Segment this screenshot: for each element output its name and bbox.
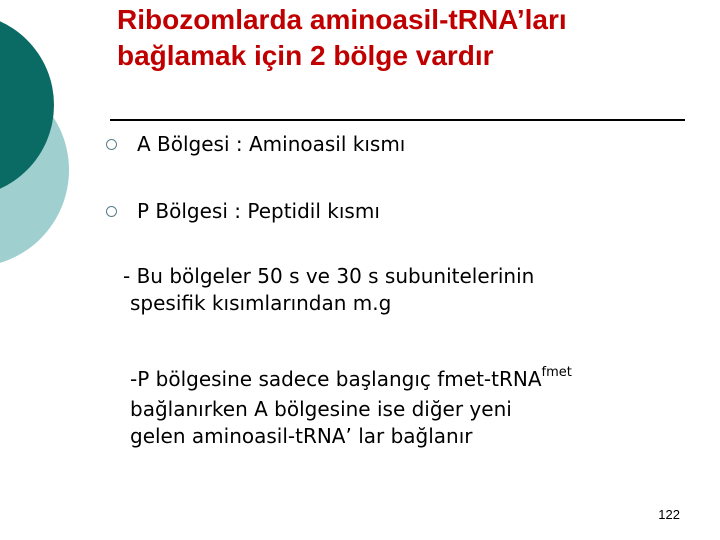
- bullet-text: P Bölgesi : Peptidil kısmı: [137, 199, 380, 223]
- decorative-circles: [0, 0, 80, 290]
- note-binding-line-1-text: -P bölgesine sadece başlangıç fmet-tRNA: [130, 367, 542, 391]
- bullet-ring-icon: [106, 206, 117, 217]
- bullet-ring-icon: [106, 139, 117, 150]
- bullet-item-p-site: [106, 196, 380, 226]
- note-subunits-line-1: - Bu bölgeler 50 s ve 30 s subunitelerinin: [123, 264, 535, 288]
- bullet-item-a-site: [106, 129, 405, 159]
- note-subunits-line-2: spesifik kısımlarından m.g: [130, 291, 392, 315]
- note-binding-line-1: [130, 366, 572, 396]
- title-line-1: Ribozomlarda aminoasil-tRNA’ları: [117, 4, 567, 35]
- title-divider: [110, 119, 685, 121]
- note-binding-line-3: gelen aminoasil-tRNA’ lar bağlanır: [130, 424, 473, 448]
- title-line-2: bağlamak için 2 bölge vardır: [117, 40, 494, 71]
- slide-title: [117, 2, 697, 74]
- page-number: 122: [658, 507, 680, 522]
- note-subunits: [123, 263, 534, 317]
- fmet-superscript: fmet: [541, 365, 572, 380]
- note-binding-line-2: bağlanırken A bölgesine ise diğer yeni: [130, 397, 512, 421]
- note-binding: [130, 366, 572, 450]
- bullet-text: A Bölgesi : Aminoasil kısmı: [137, 132, 406, 156]
